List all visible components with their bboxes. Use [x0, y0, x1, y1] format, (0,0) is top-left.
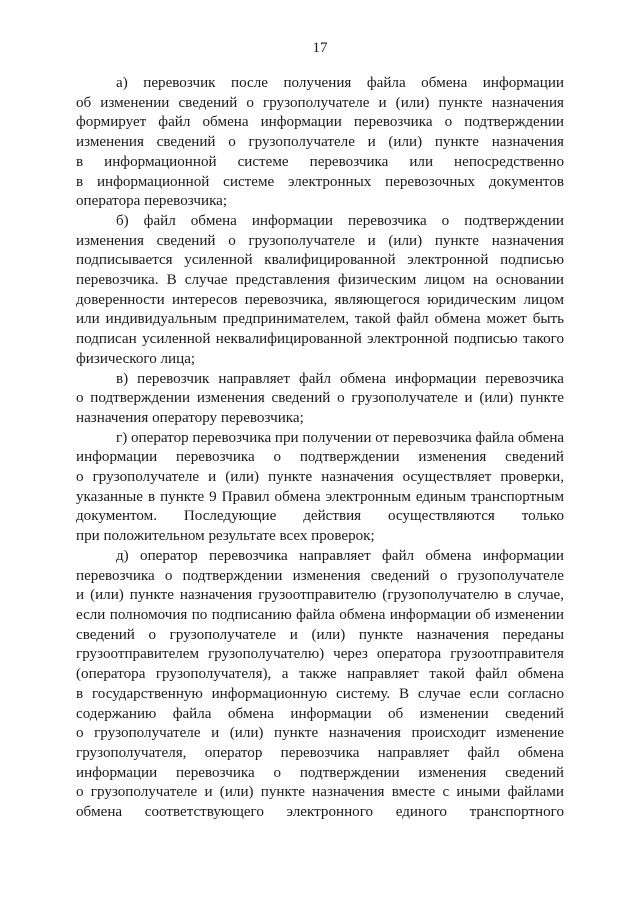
- text-line: содержанию файла обмена информации об изменении сведений: [76, 705, 564, 722]
- text-line: (оператора грузополучателя), а также направляет такой файл обмена: [76, 666, 564, 683]
- text-line: при положительном результате всех проверок;: [76, 528, 375, 545]
- text-line: изменения сведений о грузополучателе и (или) пункте назначения: [76, 232, 564, 249]
- text-line: обмена соответствующего электронного единого транспортного: [76, 804, 564, 821]
- text-line: в информационной системе перевозчика или непосредственно: [76, 153, 564, 170]
- text-line: информации перевозчика о подтверждении изменения сведений: [76, 449, 564, 466]
- text-line: доверенности интересов перевозчика, являющегося юридическим лицом: [76, 291, 564, 308]
- text-line: об изменении сведений о грузополучателе и (или) пункте назначения: [76, 94, 564, 111]
- document-body: [76, 74, 564, 823]
- text-line: о подтверждении изменения сведений о грузополучателе и (или) пункте: [76, 390, 564, 407]
- text-line: если полномочия по подписанию файла обмена информации об изменении: [76, 606, 564, 623]
- text-line: документом. Последующие действия осуществляются только: [76, 508, 564, 525]
- paragraph-d: [76, 547, 564, 823]
- text-line: грузополучателя, оператор перевозчика направляет файл обмена: [76, 744, 564, 761]
- text-line: назначения оператору перевозчика;: [76, 409, 304, 426]
- text-line: в информационной системе электронных перевозочных документов: [76, 173, 564, 190]
- text-line: б) файл обмена информации перевозчика о подтверждении: [116, 212, 564, 229]
- text-line: о грузополучателе и (или) пункте назначения осуществляет проверки,: [76, 469, 564, 486]
- text-line: грузоотправителем грузополучателю) через оператора грузоотправителя: [76, 646, 564, 663]
- text-line: или индивидуальным предпринимателем, такой файл обмена может быть: [76, 311, 564, 328]
- text-line: подписан усиленной неквалифицированной электронной подписью такого: [76, 331, 564, 348]
- text-line: о грузополучателе и (или) пункте назначения происходит изменение: [76, 725, 564, 742]
- text-line: г) оператор перевозчика при получении от перевозчика файла обмена: [116, 429, 565, 446]
- text-line: о грузополучателе и (или) пункте назначения вместе с иными файлами: [76, 784, 564, 801]
- text-line: в государственную информационную систему. В случае если согласно: [76, 685, 564, 702]
- text-line: и (или) пункте назначения грузоотправителю (грузополучателю в случае,: [76, 587, 564, 604]
- text-line: сведений о грузополучателе и (или) пункте назначения переданы: [76, 626, 564, 643]
- text-line: указанные в пункте 9 Правил обмена электронным единым транспортным: [76, 488, 564, 505]
- text-line: физического лица;: [76, 350, 196, 367]
- text-line: оператора перевозчика;: [76, 193, 228, 210]
- paragraph-a: [76, 74, 564, 212]
- paragraph-b: [76, 212, 564, 370]
- text-line: информации перевозчика о подтверждении изменения сведений: [76, 764, 564, 781]
- paragraph-g: [76, 429, 564, 547]
- text-line: подписывается усиленной квалифицированной электронной подписью: [76, 252, 564, 269]
- text-line: формирует файл обмена информации перевозчика о подтверждении: [76, 114, 564, 131]
- paragraph-v: [76, 370, 564, 429]
- text-line: изменения сведений о грузополучателе и (или) пункте назначения: [76, 134, 564, 151]
- text-line: перевозчика о подтверждении изменения сведений о грузополучателе: [76, 567, 564, 584]
- text-line: перевозчика. В случае представления физическим лицом на основании: [76, 272, 564, 289]
- text-line: а) перевозчик после получения файла обмена информации: [116, 75, 564, 91]
- page-number: 17: [312, 40, 328, 56]
- text-line: в) перевозчик направляет файл обмена информации перевозчика: [116, 370, 564, 387]
- text-line: д) оператор перевозчика направляет файл обмена информации: [116, 547, 564, 564]
